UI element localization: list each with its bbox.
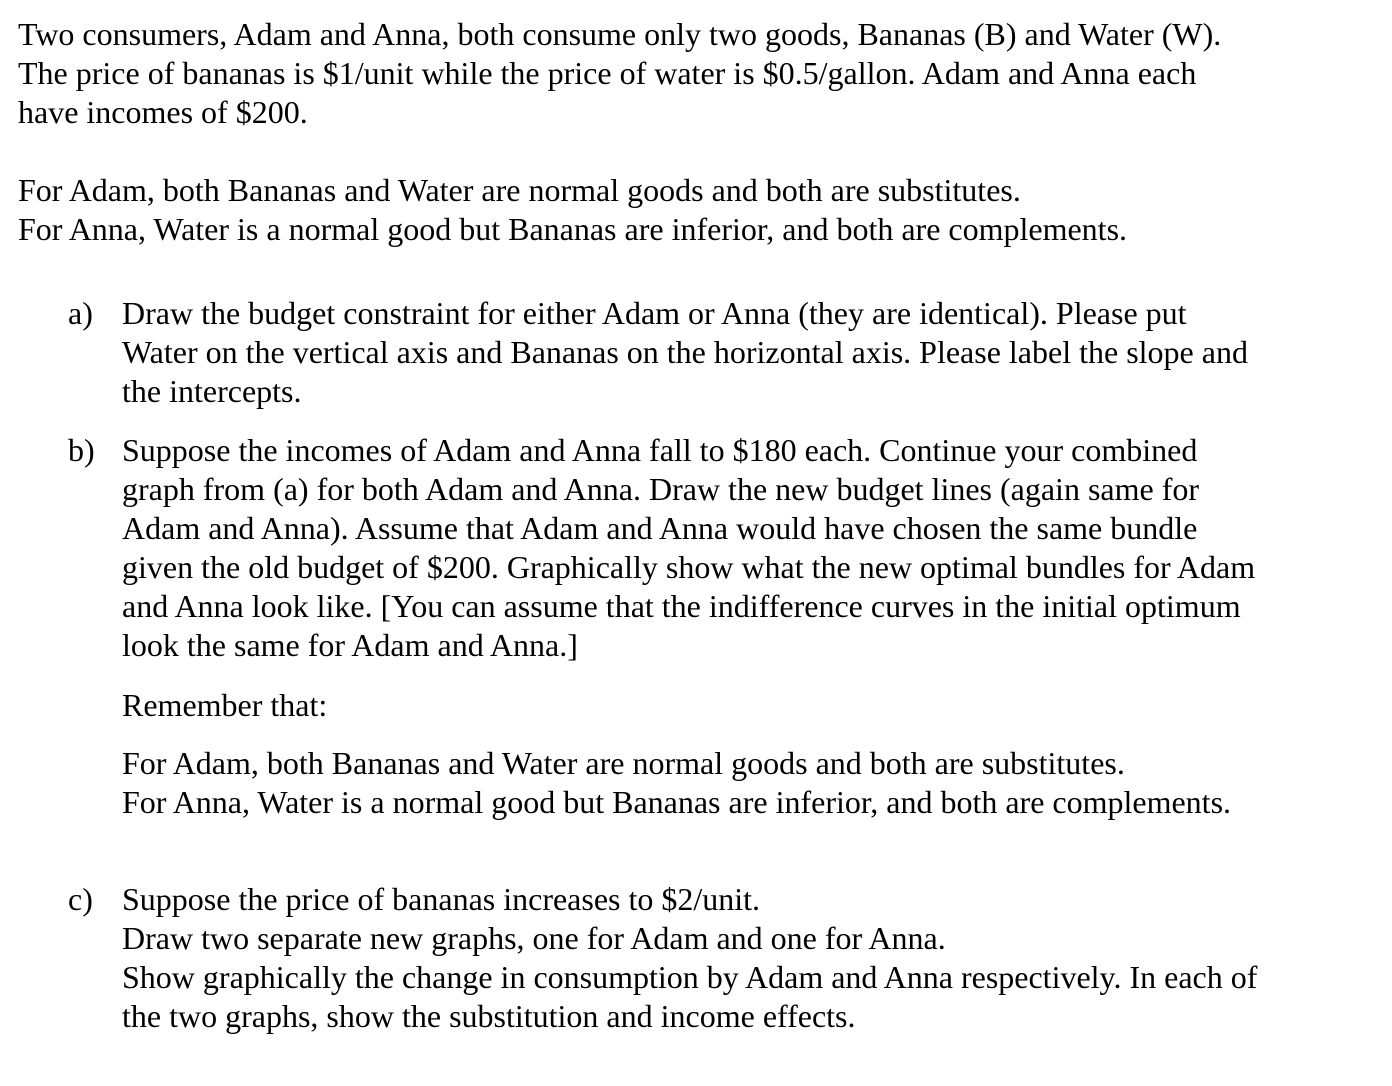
question-line: Suppose the incomes of Adam and Anna fall to $180 each. Continue your combined <box>122 432 1198 468</box>
question-line: Draw two separate new graphs, one for Adam and one for Anna. <box>122 920 946 956</box>
question-label: b) <box>68 432 95 468</box>
intro-line: have incomes of $200. <box>18 94 308 130</box>
remember-line-anna: For Anna, Water is a normal good but Bananas are inferior, and both are complements. <box>122 784 1232 820</box>
preferences-paragraph <box>18 171 1378 249</box>
intro-line: Two consumers, Adam and Anna, both consume only two goods, Bananas (B) and Water (W). <box>18 16 1222 52</box>
question-line: Draw the budget constraint for either Adam or Anna (they are identical). Please put <box>122 295 1187 331</box>
question-line: the two graphs, show the substitution and income effects. <box>122 998 856 1034</box>
question-line: Show graphically the change in consumption by Adam and Anna respectively. In each of <box>122 959 1258 995</box>
intro-line: The price of bananas is $1/unit while the price of water is $0.5/gallon. Adam and Anna each <box>18 55 1197 91</box>
question-body <box>122 294 1372 411</box>
remember-label: Remember that: <box>122 687 328 723</box>
remember-line-adam: For Adam, both Bananas and Water are normal goods and both are substitutes. <box>122 745 1125 781</box>
question-line: graph from (a) for both Adam and Anna. Draw the new budget lines (again same for <box>122 471 1199 507</box>
question-body <box>122 431 1372 665</box>
question-line: Suppose the price of bananas increases to $2/unit. <box>122 881 761 917</box>
question-line: the intercepts. <box>122 373 302 409</box>
preference-line-anna: For Anna, Water is a normal good but Bananas are inferior, and both are complements. <box>18 211 1128 247</box>
question-body <box>122 880 1372 1036</box>
question-line: and Anna look like. [You can assume that the indifference curves in the initial optimum <box>122 588 1241 624</box>
question-label: c) <box>68 881 93 917</box>
question-line: given the old budget of $200. Graphically show what the new optimal bundles for Adam <box>122 549 1256 585</box>
remember-paragraph <box>122 744 1378 822</box>
intro-paragraph <box>18 15 1378 132</box>
preference-line-adam: For Adam, both Bananas and Water are normal goods and both are substitutes. <box>18 172 1021 208</box>
question-line: Water on the vertical axis and Bananas on the horizontal axis. Please label the slope and <box>122 334 1248 370</box>
question-line: Adam and Anna). Assume that Adam and Anna would have chosen the same bundle <box>122 510 1198 546</box>
question-line: look the same for Adam and Anna.] <box>122 627 578 663</box>
question-label: a) <box>68 295 93 331</box>
